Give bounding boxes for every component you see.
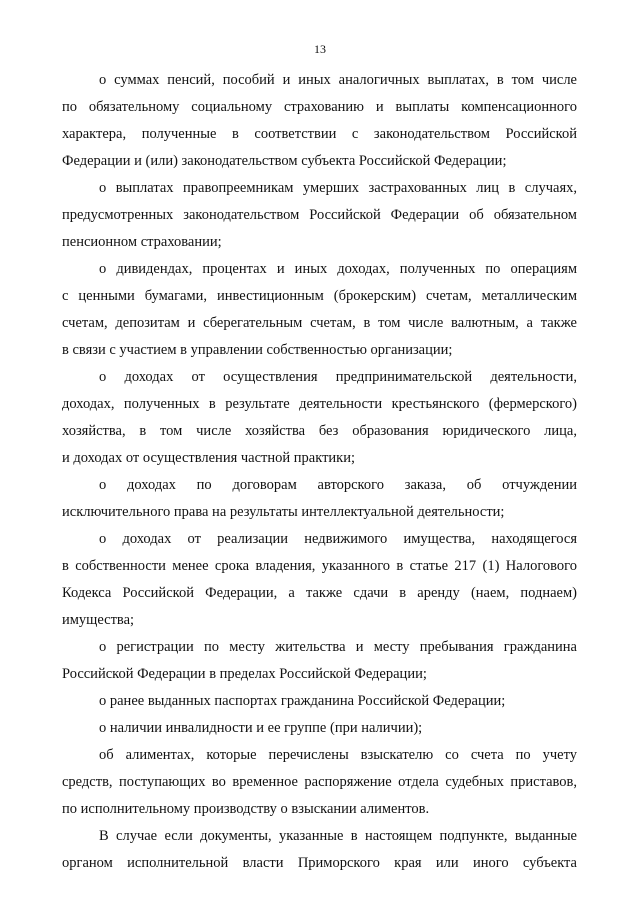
paragraph-registration <box>62 634 577 688</box>
text-line: органом исполнительной власти Приморского края или иного субъекта <box>62 855 577 871</box>
text-line: исключительного права на результаты интеллектуальной деятельности; <box>62 504 505 520</box>
text-line: Федерации и (или) законодательством субъекта Российской Федерации; <box>62 153 507 169</box>
text-line: в собственности менее срока владения, указанного в статье 217 (1) Налогового <box>62 558 577 574</box>
text-line: пенсионном страховании; <box>62 234 222 250</box>
text-line: В случае если документы, указанные в настоящем подпункте, выданные <box>99 828 577 844</box>
text-line: средств, поступающих во временное распоряжение отдела судебных приставов, <box>62 774 577 790</box>
text-line: об алиментах, которые перечислены взыскателю со счета по учету <box>99 747 577 763</box>
text-line: счетам, депозитам и сберегательным счетам, в том числе валютным, а также <box>62 315 577 331</box>
paragraph-disability <box>62 715 577 742</box>
paragraph-alimony <box>62 742 577 823</box>
text-line: о доходах от реализации недвижимого имущества, находящегося <box>99 531 577 547</box>
paragraph-real-estate <box>62 526 577 634</box>
text-line: о доходах по договорам авторского заказа, об отчуждении <box>99 477 577 493</box>
text-line: о дивидендах, процентах и иных доходах, полученных по операциям <box>99 261 577 277</box>
paragraph-pension-payments <box>62 67 577 175</box>
page-number: 13 <box>314 42 326 56</box>
text-line: о регистрации по месту жительства и месту пребывания гражданина <box>99 639 577 655</box>
text-line: о доходах от осуществления предпринимательской деятельности, <box>99 369 577 385</box>
text-line: и доходах от осуществления частной практики; <box>62 450 355 466</box>
text-line: о ранее выданных паспортах гражданина Российской Федерации; <box>99 693 506 709</box>
text-line: по обязательному социальному страхованию и выплаты компенсационного <box>62 99 577 115</box>
text-line: предусмотренных законодательством Российской Федерации об обязательном <box>62 207 577 223</box>
paragraph-dividends <box>62 256 577 364</box>
text-line: с ценными бумагами, инвестиционным (брокерским) счетам, металлическим <box>62 288 577 304</box>
document-body <box>62 67 577 877</box>
paragraph-documents-issued <box>62 823 577 877</box>
paragraph-passports <box>62 688 577 715</box>
text-line: о выплатах правопреемникам умерших застрахованных лиц в случаях, <box>99 180 577 196</box>
text-line: хозяйства, в том числе хозяйства без образования юридического лица, <box>62 423 577 439</box>
text-line: о наличии инвалидности и ее группе (при наличии); <box>99 720 423 736</box>
paragraph-author-contracts <box>62 472 577 526</box>
paragraph-business-income <box>62 364 577 472</box>
text-line: имущества; <box>62 612 135 628</box>
text-line: характера, полученные в соответствии с законодательством Российской <box>62 126 577 142</box>
text-line: Кодекса Российской Федерации, а также сдачи в аренду (наем, поднаем) <box>62 585 577 601</box>
paragraph-successor-payments <box>62 175 577 256</box>
text-line: о суммах пенсий, пособий и иных аналогичных выплатах, в том числе <box>99 72 577 88</box>
text-line: по исполнительному производству о взыскании алиментов. <box>62 801 430 817</box>
text-line: Российской Федерации в пределах Российской Федерации; <box>62 666 427 682</box>
text-line: доходах, полученных в результате деятельности крестьянского (фермерского) <box>62 396 577 412</box>
text-line: в связи с участием в управлении собственностью организации; <box>62 342 453 358</box>
